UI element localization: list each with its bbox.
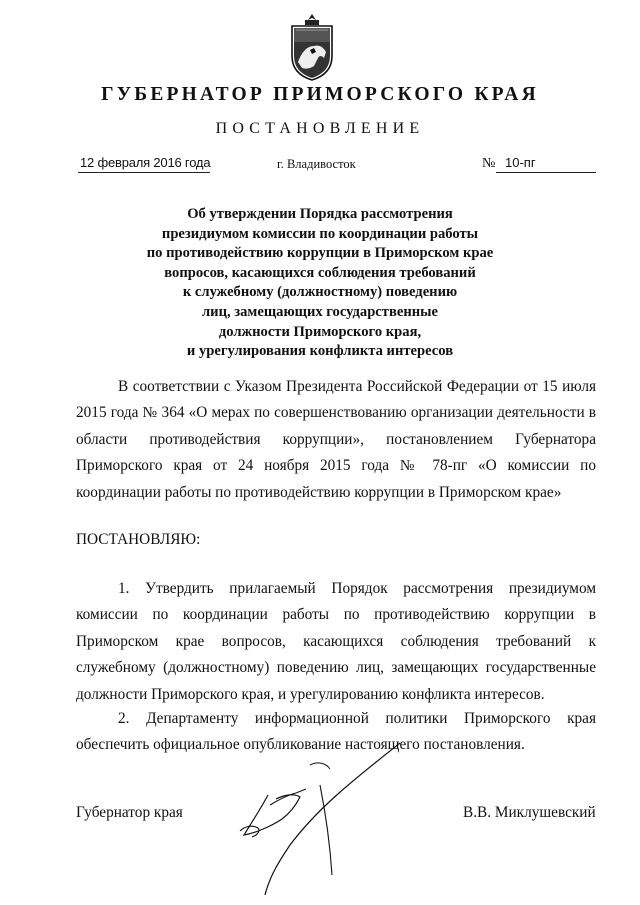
document-type: ПОСТАНОВЛЕНИЕ [215, 120, 425, 137]
subject-line: президиумом комиссии по координации работы [161, 225, 479, 242]
handwritten-signature-icon [210, 735, 420, 905]
preamble-paragraph [76, 374, 596, 506]
subject-line: по противодействию коррупции в Приморском крае [146, 245, 494, 262]
document-number: 10-пг [505, 155, 536, 170]
document-date: 12 февраля 2016 года [80, 155, 211, 170]
item-1-paragraph [76, 576, 596, 708]
signer-position: Губернатор края [76, 804, 183, 821]
item-2-text: 2. Департаменту информационной политики Приморского края обеспечить официальное опубликование настоящего постановления. [76, 710, 596, 754]
number-sign: № [482, 156, 496, 171]
signer-name: В.В. Миклушевский [463, 804, 596, 821]
subject-line: лиц, замещающих государственные [201, 303, 439, 320]
subject-line: к служебному (должностному) поведению [182, 284, 458, 301]
item-1-text: 1. Утвердить прилагаемый Порядок рассмотрения президиумом комиссии по координации работы по противодействию коррупции в Приморском крае вопросов, касающихся соблюдения требований к служебному (должностному) поведению лиц, замещающих государственные должности Приморского края, и урегулированию конфликта интересов. [76, 580, 596, 703]
subject-line: вопросов, касающихся соблюдения требований [164, 264, 476, 281]
coat-of-arms-icon [288, 12, 336, 82]
subject-line: и урегулирования конфликта интересов [186, 343, 454, 360]
date-underline [78, 172, 210, 173]
subject-line: должности Приморского края, [218, 323, 422, 340]
issuer-title: ГУБЕРНАТОР ПРИМОРСКОГО КРАЯ [101, 84, 539, 105]
number-underline [496, 172, 596, 173]
preamble-text: В соответствии с Указом Президента Российской Федерации от 15 июля 2015 года № 364 «О мерах по совершенствованию организации деятельности в области противодействия коррупции», постановлением Губернатора Приморского края от 24 ноября 2015 года № 78-пг «О комиссии по координации работы по противодействию коррупции в Приморском крае» [76, 378, 596, 501]
document-subject [0, 205, 640, 362]
subject-line: Об утверждении Порядка рассмотрения [187, 206, 453, 222]
resolve-heading: ПОСТАНОВЛЯЮ: [76, 531, 201, 548]
document-city: г. Владивосток [277, 157, 356, 171]
